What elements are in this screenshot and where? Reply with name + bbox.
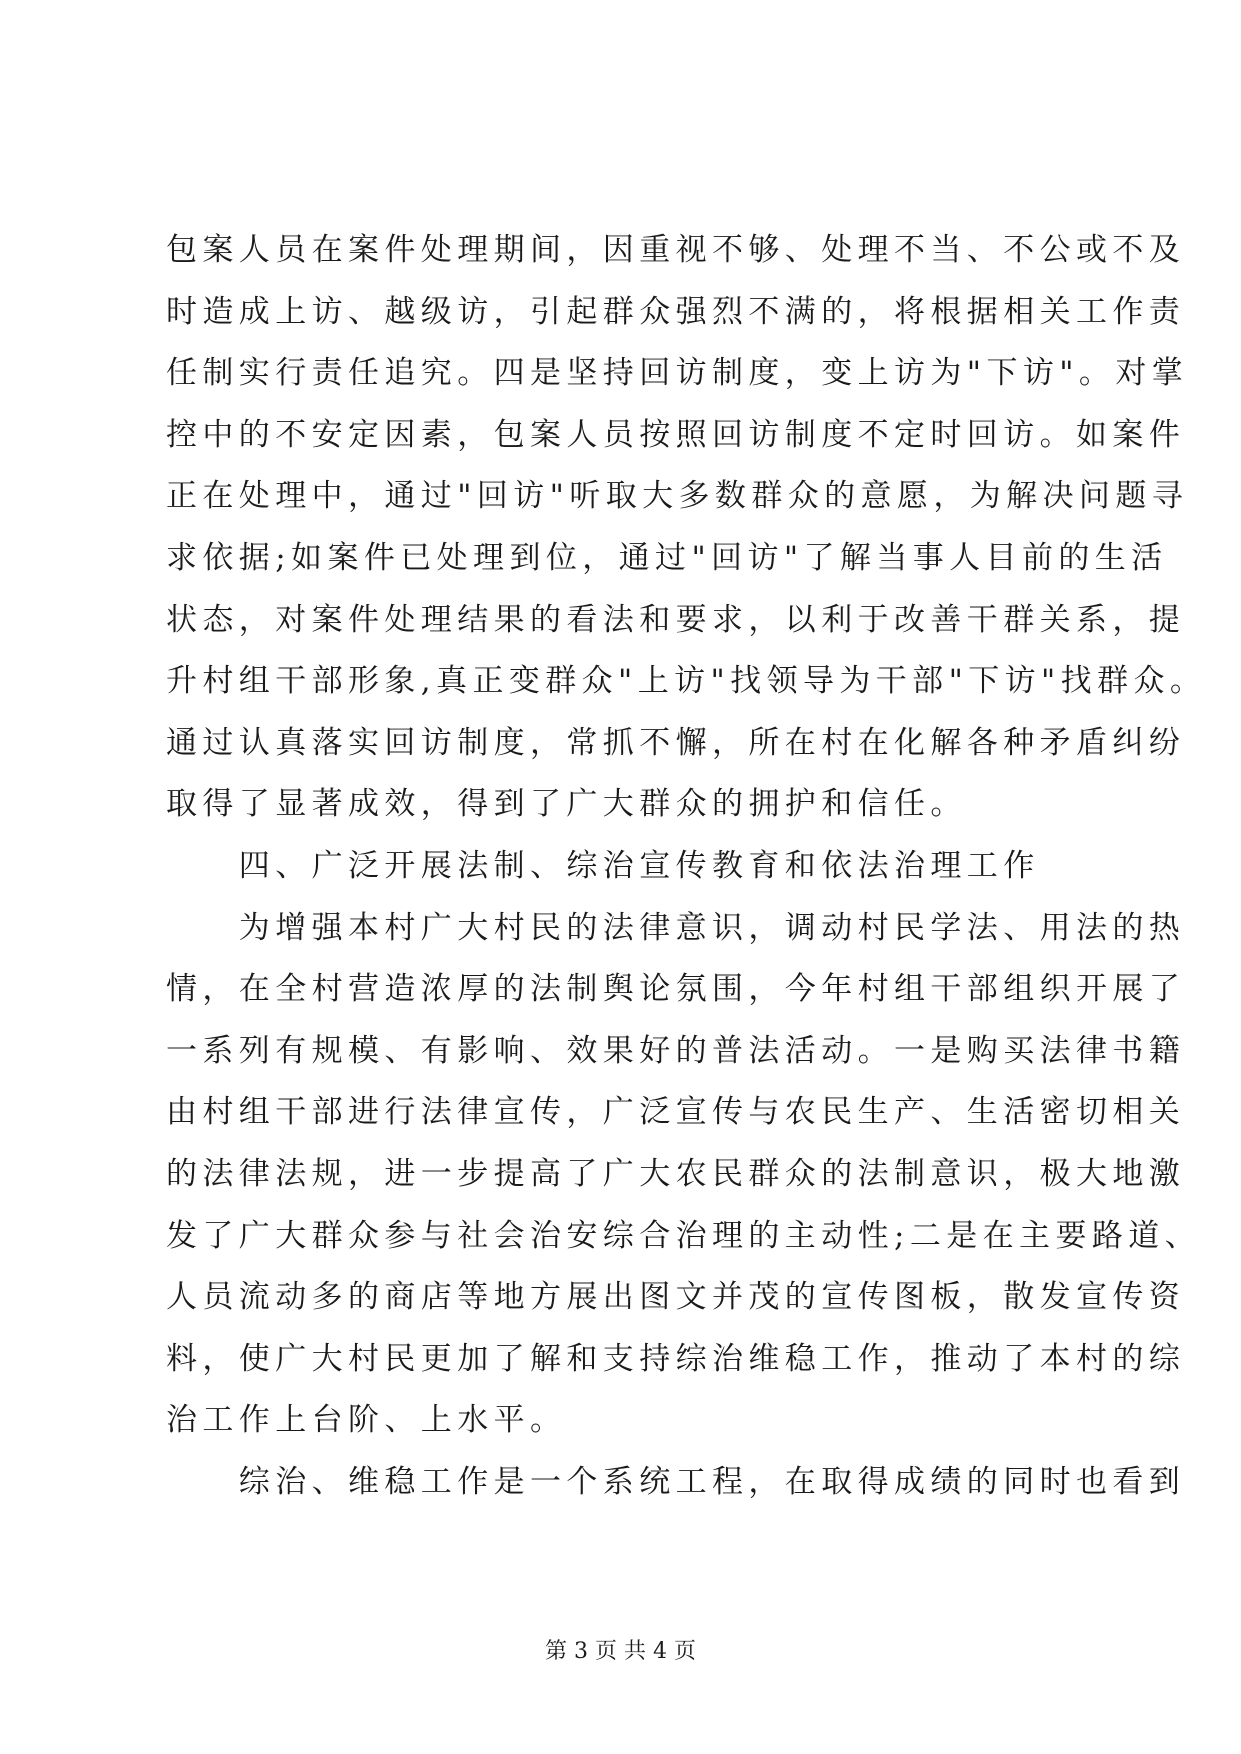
page-number-footer: 第 3 页 共 4 页	[545, 1639, 696, 1664]
text-line: 的法律法规，进一步提高了广大农民群众的法制意识，极大地激	[166, 1155, 1186, 1192]
text-line: 人员流动多的商店等地方展出图文并茂的宣传图板，散发宣传资	[166, 1279, 1186, 1316]
text-line: 包案人员在案件处理期间，因重视不够、处理不当、不公或不及	[166, 232, 1186, 268]
text-line: 取得了显著成效，得到了广大群众的拥护和信任。	[166, 786, 967, 823]
text-line: 升村组干部形象,真正变群众"上访"找领导为干部"下访"找群众。	[166, 663, 1207, 700]
document-body	[166, 220, 1207, 1513]
text-line: 任制实行责任追究。四是坚持回访制度，变上访为"下访"。对掌	[166, 355, 1189, 392]
text-line: 治工作上台阶、上水平。	[166, 1402, 567, 1439]
text-line: 情，在全村营造浓厚的法制舆论氛围，今年村组干部组织开展了	[166, 971, 1186, 1008]
text-line: 料，使广大村民更加了解和支持综治维稳工作，推动了本村的综	[166, 1340, 1186, 1377]
text-line: 状态，对案件处理结果的看法和要求，以利于改善干群关系，提	[166, 601, 1186, 638]
text-line: 综治、维稳工作是一个系统工程，在取得成绩的同时也看到	[166, 1463, 1186, 1500]
text-line: 通过认真落实回访制度，常抓不懈，所在村在化解各种矛盾纠纷	[166, 724, 1186, 761]
text-line: 控中的不安定因素，包案人员按照回访制度不定时回访。如案件	[166, 416, 1186, 453]
text-line: 由村组干部进行法律宣传，广泛宣传与农民生产、生活密切相关	[166, 1094, 1186, 1131]
text-line: 求依据;如案件已处理到位，通过"回访"了解当事人目前的生活	[166, 539, 1168, 576]
section-heading: 四、广泛开展法制、综治宣传教育和依法治理工作	[166, 847, 1040, 884]
text-line: 时造成上访、越级访，引起群众强烈不满的，将根据相关工作责	[166, 293, 1186, 330]
text-line: 为增强本村广大村民的法律意识，调动村民学法、用法的热	[166, 909, 1186, 946]
text-line: 发了广大群众参与社会治安综合治理的主动性;二是在主要路道、	[166, 1217, 1202, 1254]
text-line: 正在处理中，通过"回访"听取大多数群众的意愿，为解决问题寻	[166, 478, 1189, 515]
text-line: 一系列有规模、有影响、效果好的普法活动。一是购买法律书籍	[166, 1032, 1186, 1069]
